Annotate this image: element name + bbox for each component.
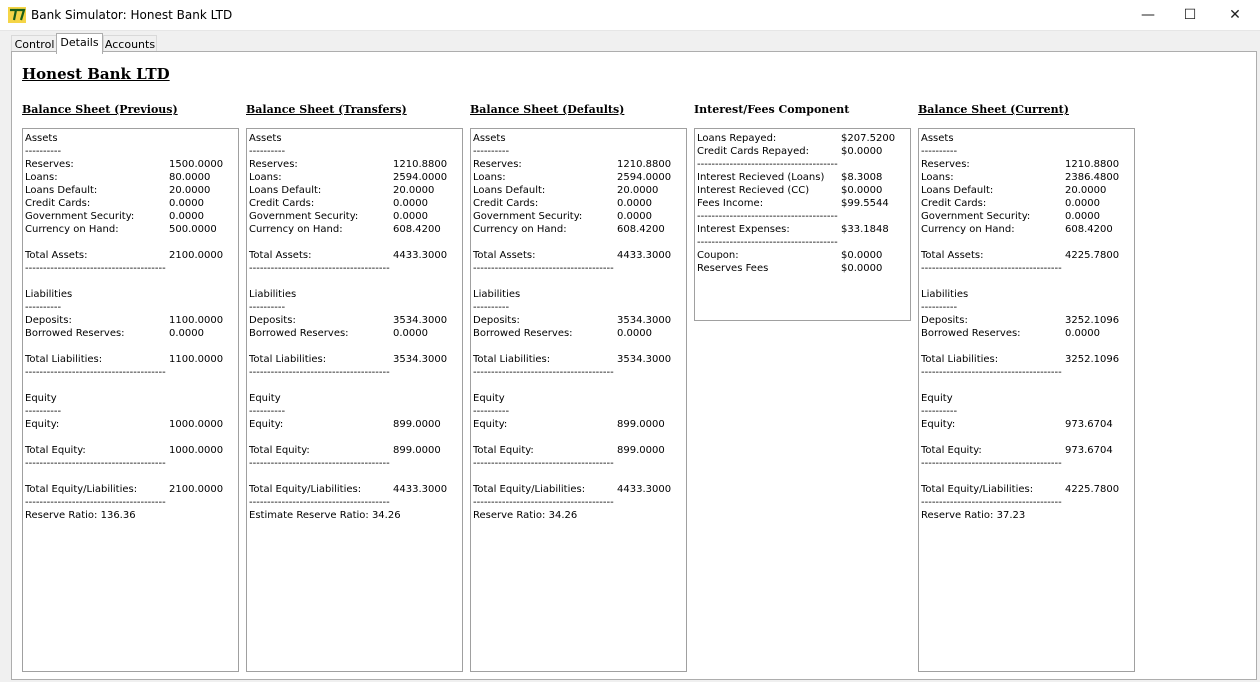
total-assets-value: 4433.3000 (393, 250, 448, 261)
currency-label: Currency on Hand: (25, 224, 119, 235)
divider: --------------------------------------- (697, 237, 838, 248)
total-eq-liab-label: Total Equity/Liabilities: (921, 484, 1034, 495)
divider: --------------------------------------- (249, 458, 390, 469)
minimize-button[interactable]: — (1141, 7, 1155, 23)
total-liabilities-value: 3534.3000 (393, 354, 448, 365)
divider: ---------- (921, 406, 958, 417)
reserves-value: 1210.8800 (1065, 159, 1120, 170)
total-assets-value: 2100.0000 (169, 250, 224, 261)
equity-label: Equity: (921, 419, 956, 430)
total-equity-value: 899.0000 (617, 445, 665, 456)
fees-income-value: $99.5544 (841, 198, 889, 209)
maximize-button[interactable]: ☐ (1183, 7, 1197, 23)
app-icon (8, 7, 26, 23)
credit-cards-label: Credit Cards: (249, 198, 315, 209)
reserve-ratio: Estimate Reserve Ratio: 34.26 (249, 510, 401, 521)
deposits-value: 3534.3000 (617, 315, 672, 326)
total-eq-liab-value: 4433.3000 (617, 484, 672, 495)
divider: ---------- (25, 146, 62, 157)
equity-value: 973.6704 (1065, 419, 1113, 430)
borrowed-value: 0.0000 (1065, 328, 1100, 339)
currency-value: 500.0000 (169, 224, 217, 235)
equity-heading: Equity (921, 393, 953, 404)
loans-label: Loans: (473, 172, 506, 183)
gov-security-value: 0.0000 (169, 211, 204, 222)
divider: --------------------------------------- (921, 263, 1062, 274)
divider: --------------------------------------- (249, 367, 390, 378)
loans-default-value: 20.0000 (393, 185, 435, 196)
reserves-label: Reserves: (249, 159, 298, 170)
coupon-label: Coupon: (697, 250, 739, 261)
equity-value: 1000.0000 (169, 419, 224, 430)
divider: --------------------------------------- (473, 367, 614, 378)
reserves-value: 1500.0000 (169, 159, 224, 170)
divider: --------------------------------------- (473, 497, 614, 508)
sheet-current (918, 128, 1135, 672)
total-equity-label: Total Equity: (473, 445, 534, 456)
tab-control[interactable]: Control (11, 35, 58, 53)
divider: ---------- (473, 406, 510, 417)
total-liabilities-value: 3252.1096 (1065, 354, 1120, 365)
reserves-label: Reserves: (25, 159, 74, 170)
loans-value: 2386.4800 (1065, 172, 1120, 183)
borrowed-value: 0.0000 (617, 328, 652, 339)
total-eq-liab-value: 4225.7800 (1065, 484, 1120, 495)
total-equity-value: 1000.0000 (169, 445, 224, 456)
cc-repayed-value: $0.0000 (841, 146, 883, 157)
divider: ---------- (473, 302, 510, 313)
divider: --------------------------------------- (249, 263, 390, 274)
reserve-ratio: Reserve Ratio: 34.26 (473, 510, 578, 521)
loans-repayed-value: $207.5200 (841, 133, 896, 144)
total-liabilities-label: Total Liabilities: (473, 354, 551, 365)
reserve-fees-value: $0.0000 (841, 263, 883, 274)
interest-cc-value: $0.0000 (841, 185, 883, 196)
currency-label: Currency on Hand: (249, 224, 343, 235)
deposits-label: Deposits: (473, 315, 520, 326)
divider: --------------------------------------- (25, 497, 166, 508)
liabilities-heading: Liabilities (25, 289, 73, 300)
divider: --------------------------------------- (697, 159, 838, 170)
divider: ---------- (249, 146, 286, 157)
total-equity-label: Total Equity: (249, 445, 310, 456)
credit-cards-value: 0.0000 (169, 198, 204, 209)
total-eq-liab-label: Total Equity/Liabilities: (25, 484, 138, 495)
loans-default-label: Loans Default: (473, 185, 546, 196)
currency-value: 608.4200 (1065, 224, 1113, 235)
total-assets-label: Total Assets: (249, 250, 312, 261)
total-equity-value: 899.0000 (393, 445, 441, 456)
reserve-fees-label: Reserves Fees (697, 263, 769, 274)
reserve-ratio: Reserve Ratio: 136.36 (25, 510, 136, 521)
borrowed-label: Borrowed Reserves: (473, 328, 573, 339)
tab-details[interactable]: Details (56, 33, 103, 54)
reserves-value: 1210.8800 (617, 159, 672, 170)
loans-default-value: 20.0000 (617, 185, 659, 196)
fees-income-label: Fees Income: (697, 198, 764, 209)
total-assets-label: Total Assets: (473, 250, 536, 261)
loans-default-value: 20.0000 (1065, 185, 1107, 196)
total-equity-label: Total Equity: (25, 445, 86, 456)
credit-cards-label: Credit Cards: (25, 198, 91, 209)
loans-label: Loans: (25, 172, 58, 183)
loans-default-value: 20.0000 (169, 185, 211, 196)
interest-loans-label: Interest Recieved (Loans) (697, 172, 825, 183)
credit-cards-value: 0.0000 (617, 198, 652, 209)
total-eq-liab-label: Total Equity/Liabilities: (473, 484, 586, 495)
loans-default-label: Loans Default: (249, 185, 322, 196)
total-eq-liab-label: Total Equity/Liabilities: (249, 484, 362, 495)
total-equity-value: 973.6704 (1065, 445, 1113, 456)
heading-transfers: Balance Sheet (Transfers) (246, 103, 407, 116)
total-liabilities-label: Total Liabilities: (25, 354, 103, 365)
credit-cards-label: Credit Cards: (473, 198, 539, 209)
divider: --------------------------------------- (921, 458, 1062, 469)
equity-heading: Equity (249, 393, 281, 404)
deposits-value: 1100.0000 (169, 315, 224, 326)
borrowed-label: Borrowed Reserves: (25, 328, 125, 339)
loans-value: 80.0000 (169, 172, 211, 183)
borrowed-value: 0.0000 (393, 328, 428, 339)
assets-heading: Assets (25, 133, 58, 144)
credit-cards-value: 0.0000 (1065, 198, 1100, 209)
total-liabilities-label: Total Liabilities: (921, 354, 999, 365)
equity-value: 899.0000 (393, 419, 441, 430)
borrowed-label: Borrowed Reserves: (249, 328, 349, 339)
total-eq-liab-value: 2100.0000 (169, 484, 224, 495)
close-button[interactable]: ✕ (1229, 7, 1241, 23)
total-assets-value: 4433.3000 (617, 250, 672, 261)
credit-cards-value: 0.0000 (393, 198, 428, 209)
total-liabilities-label: Total Liabilities: (249, 354, 327, 365)
divider: ---------- (25, 406, 62, 417)
sheet-transfers (246, 128, 463, 672)
reserves-value: 1210.8800 (393, 159, 448, 170)
borrowed-label: Borrowed Reserves: (921, 328, 1021, 339)
deposits-label: Deposits: (25, 315, 72, 326)
gov-security-label: Government Security: (921, 211, 1031, 222)
total-equity-label: Total Equity: (921, 445, 982, 456)
loans-value: 2594.0000 (617, 172, 672, 183)
equity-value: 899.0000 (617, 419, 665, 430)
loans-label: Loans: (249, 172, 282, 183)
divider: --------------------------------------- (697, 211, 838, 222)
divider: --------------------------------------- (249, 497, 390, 508)
divider: --------------------------------------- (921, 367, 1062, 378)
total-liabilities-value: 3534.3000 (617, 354, 672, 365)
gov-security-value: 0.0000 (617, 211, 652, 222)
deposits-label: Deposits: (921, 315, 968, 326)
credit-cards-label: Credit Cards: (921, 198, 987, 209)
interest-cc-label: Interest Recieved (CC) (697, 185, 810, 196)
interest-expenses-label: Interest Expenses: (697, 224, 790, 235)
deposits-value: 3534.3000 (393, 315, 448, 326)
details-panel (11, 51, 1257, 680)
assets-heading: Assets (473, 133, 506, 144)
divider: --------------------------------------- (25, 458, 166, 469)
liabilities-heading: Liabilities (921, 289, 969, 300)
interest-loans-value: $8.3008 (841, 172, 883, 183)
deposits-label: Deposits: (249, 315, 296, 326)
coupon-value: $0.0000 (841, 250, 883, 261)
heading-interest: Interest/Fees Component (694, 103, 850, 116)
equity-label: Equity: (473, 419, 508, 430)
divider: --------------------------------------- (473, 263, 614, 274)
equity-label: Equity: (249, 419, 284, 430)
sheet-previous (22, 128, 239, 672)
gov-security-label: Government Security: (249, 211, 359, 222)
loans-default-label: Loans Default: (921, 185, 994, 196)
currency-label: Currency on Hand: (921, 224, 1015, 235)
reserves-label: Reserves: (473, 159, 522, 170)
tab-accounts[interactable]: Accounts (103, 35, 157, 53)
deposits-value: 3252.1096 (1065, 315, 1120, 326)
heading-current: Balance Sheet (Current) (918, 103, 1069, 116)
total-assets-value: 4225.7800 (1065, 250, 1120, 261)
loans-label: Loans: (921, 172, 954, 183)
equity-heading: Equity (473, 393, 505, 404)
total-eq-liab-value: 4433.3000 (393, 484, 448, 495)
total-assets-label: Total Assets: (25, 250, 88, 261)
divider: ---------- (249, 406, 286, 417)
currency-value: 608.4200 (393, 224, 441, 235)
assets-heading: Assets (249, 133, 282, 144)
total-liabilities-value: 1100.0000 (169, 354, 224, 365)
bank-name: Honest Bank LTD (22, 65, 170, 83)
assets-heading: Assets (921, 133, 954, 144)
divider: --------------------------------------- (473, 458, 614, 469)
total-assets-label: Total Assets: (921, 250, 984, 261)
currency-label: Currency on Hand: (473, 224, 567, 235)
title-bar (0, 0, 1260, 31)
divider: ---------- (25, 302, 62, 313)
reserves-label: Reserves: (921, 159, 970, 170)
loans-value: 2594.0000 (393, 172, 448, 183)
reserve-ratio: Reserve Ratio: 37.23 (921, 510, 1026, 521)
loans-default-label: Loans Default: (25, 185, 98, 196)
sheet-defaults (470, 128, 687, 672)
liabilities-heading: Liabilities (249, 289, 297, 300)
heading-previous: Balance Sheet (Previous) (22, 103, 178, 116)
borrowed-value: 0.0000 (169, 328, 204, 339)
divider: ---------- (921, 302, 958, 313)
cc-repayed-label: Credit Cards Repayed: (697, 146, 809, 157)
gov-security-value: 0.0000 (393, 211, 428, 222)
divider: --------------------------------------- (25, 367, 166, 378)
currency-value: 608.4200 (617, 224, 665, 235)
loans-repayed-label: Loans Repayed: (697, 133, 777, 144)
heading-defaults: Balance Sheet (Defaults) (470, 103, 625, 116)
divider: --------------------------------------- (25, 263, 166, 274)
equity-label: Equity: (25, 419, 60, 430)
gov-security-value: 0.0000 (1065, 211, 1100, 222)
divider: ---------- (249, 302, 286, 313)
interest-fees-panel (694, 128, 911, 321)
gov-security-label: Government Security: (473, 211, 583, 222)
gov-security-label: Government Security: (25, 211, 135, 222)
divider: --------------------------------------- (921, 497, 1062, 508)
window-title: Bank Simulator: Honest Bank LTD (31, 8, 233, 22)
equity-heading: Equity (25, 393, 57, 404)
divider: ---------- (921, 146, 958, 157)
interest-expenses-value: $33.1848 (841, 224, 889, 235)
divider: ---------- (473, 146, 510, 157)
liabilities-heading: Liabilities (473, 289, 521, 300)
